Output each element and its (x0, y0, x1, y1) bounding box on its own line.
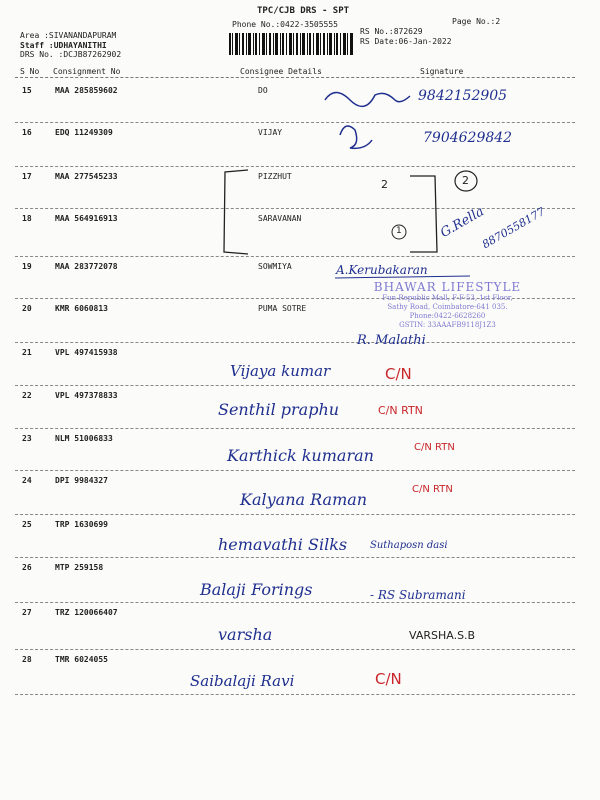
status-28: C/N (375, 670, 402, 688)
col-consignee: Consignee Details (240, 67, 322, 76)
stamp-line2: Sathy Road, Coimbatore-641 035. (387, 303, 508, 311)
circle-number-18: 1 (396, 226, 402, 236)
row-consignment: MAA 277545233 (55, 172, 118, 181)
row-consignee: SOWMIYA (258, 262, 292, 271)
area: Area :SIVANANDAPURAM (20, 31, 117, 40)
stamp-line3: Phone:0422-6628260 (409, 312, 486, 320)
row-sno: 26 (22, 563, 32, 572)
row-consignment: MAA 283772078 (55, 262, 118, 271)
row-consignment: MTP 259158 (55, 563, 104, 572)
handwritten-note-25: Suthaposn dasi (370, 540, 448, 551)
row-sno: 18 (22, 214, 32, 223)
handwritten-phone-16: 7904629842 (423, 130, 513, 146)
row-consignee: DO (258, 86, 268, 95)
status-22: C/N RTN (378, 404, 423, 417)
row-sno: 27 (22, 608, 32, 617)
handwritten-sign-20: R. Malathi (357, 333, 426, 348)
signature-stroke-15 (325, 93, 410, 107)
row-consignment: MAA 564916913 (55, 214, 118, 223)
staff: Staff :UDHAYANITHI (20, 40, 107, 50)
handwritten-name-28: Saibalaji Ravi (190, 672, 295, 690)
signature-stroke-16 (340, 126, 372, 148)
stamp-name: BHAWAR LIFESTYLE (373, 280, 522, 294)
row-sno: 19 (22, 262, 32, 271)
phone-number: Phone No.:0422-3505555 (232, 20, 338, 29)
form-title: TPC/CJB DRS - SPT (256, 6, 350, 16)
row-sno: 28 (22, 655, 32, 664)
handwritten-name-23: Karthick kumaran (227, 446, 374, 465)
handwritten-sign-18: G.Rella (438, 204, 487, 241)
row-consignee: PIZZHUT (258, 172, 292, 181)
mark-17: 2 (381, 178, 388, 191)
handwritten-name-26: Balaji Forings (200, 580, 313, 599)
row-sno: 16 (22, 128, 32, 137)
row-consignment: NLM 51006833 (55, 434, 113, 443)
row-consignment: DPI 9984327 (55, 476, 108, 485)
row-sno: 25 (22, 520, 32, 529)
row-consignee: PUMA SOTRE (258, 304, 307, 313)
row-sno: 21 (22, 348, 32, 357)
handwritten-note-26: - RS Subramani (370, 588, 466, 602)
handwritten-name-22: Senthil praphu (218, 400, 340, 419)
handwritten-name-24: Kalyana Raman (240, 490, 368, 509)
status-24: C/N RTN (412, 484, 453, 495)
drs-number: DRS No. :DCJB87262902 (20, 50, 122, 59)
col-sno: S No (20, 67, 40, 76)
handwritten-name-21: Vijaya kumar (230, 362, 331, 380)
handwritten-name-25: hemavathi Silks (218, 535, 348, 554)
handwritten-phone-15: 9842152905 (418, 88, 508, 104)
page-number: Page No.:2 (452, 17, 501, 26)
rs-number: RS No.:872629 (360, 27, 423, 36)
status-21: C/N (385, 365, 412, 383)
row-consignee: VIJAY (258, 128, 283, 137)
row-sno: 17 (22, 172, 32, 181)
stamp-line4: GSTIN: 33AAAFB9118J1Z3 (399, 321, 496, 329)
row-consignment: VPL 497415938 (55, 348, 118, 357)
row-sno: 20 (22, 304, 32, 313)
handwritten-phone-18: 8870558177 (480, 205, 548, 252)
row-sno: 22 (22, 391, 32, 400)
shop-stamp (360, 280, 535, 330)
row-consignment: TRZ 120066407 (55, 608, 118, 617)
handwritten-sign-19: A.Kerubakaran (336, 263, 428, 277)
row-consignment: VPL 497378833 (55, 391, 118, 400)
stamp-line1: Fun Republic Mall, F-F-53, 1st Floor, (382, 294, 513, 302)
circle-number-17: 2 (462, 174, 469, 187)
row-sno: 23 (22, 434, 32, 443)
status-23: C/N RTN (414, 442, 455, 453)
handwritten-name-27: varsha (218, 625, 273, 644)
row-consignment: TRP 1630699 (55, 520, 108, 529)
printed-name-27: VARSHA.S.B (409, 629, 476, 642)
row-consignee: SARAVANAN (258, 214, 302, 223)
row-consignment: MAA 285859602 (55, 86, 118, 95)
bracket-drawing (224, 170, 437, 254)
row-consignment: KMR 6060813 (55, 304, 108, 313)
row-sno: 24 (22, 476, 32, 485)
rs-date: RS Date:06-Jan-2022 (360, 37, 452, 46)
row-sno: 15 (22, 86, 32, 95)
row-consignment: TMR 6024055 (55, 655, 108, 664)
col-signature: Signature (420, 67, 464, 76)
row-consignment: EDQ 11249309 (55, 128, 113, 137)
col-consignment: Consignment No (53, 67, 121, 76)
